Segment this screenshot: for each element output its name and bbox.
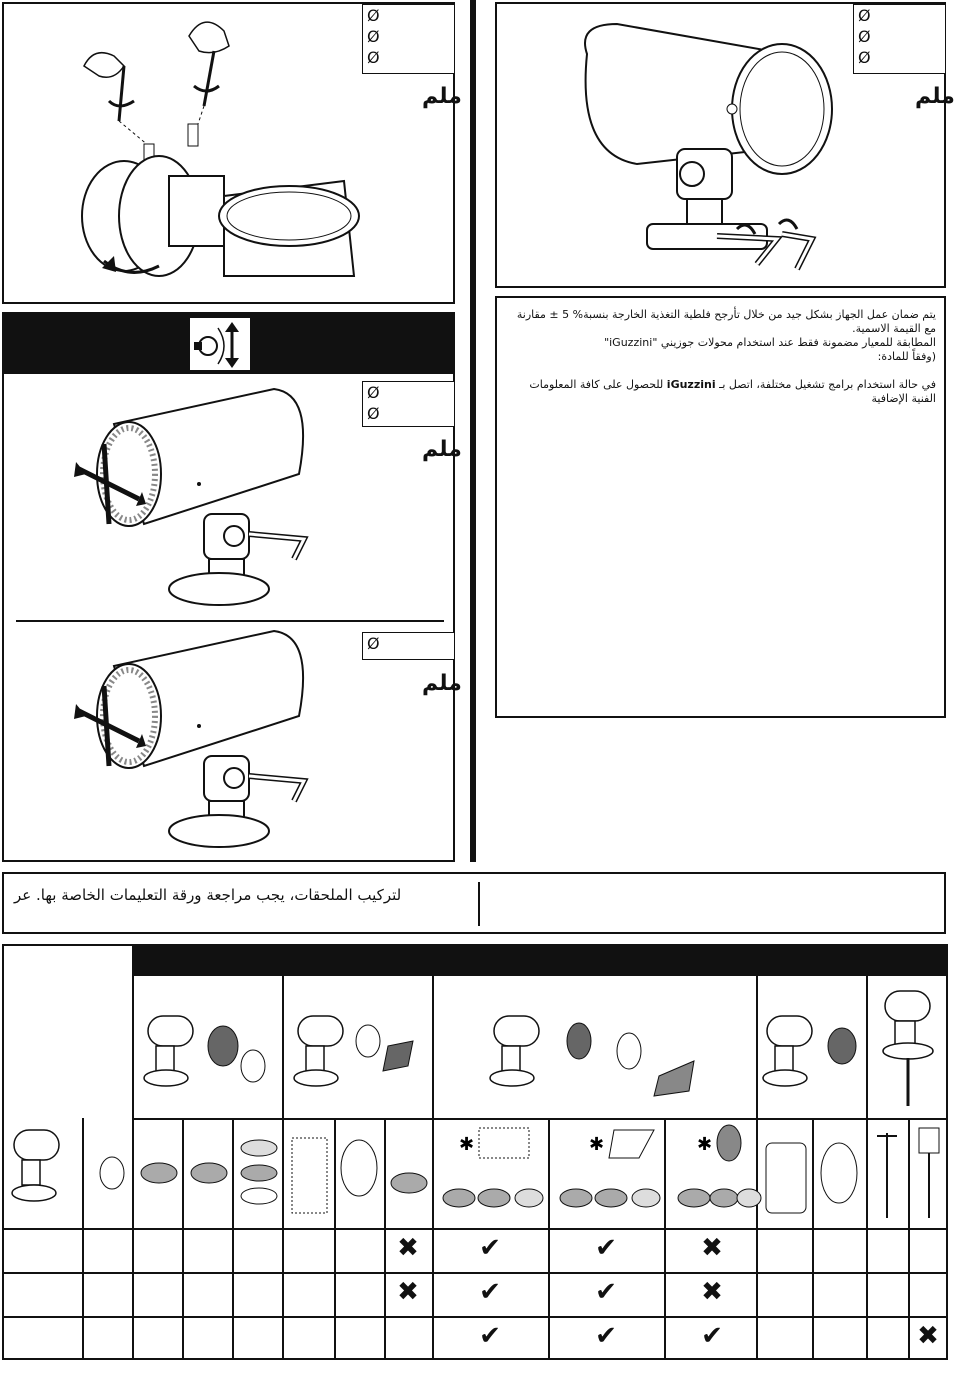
compat-mark: ✔ bbox=[479, 1321, 501, 1351]
accessory-icons-row bbox=[4, 1118, 948, 1228]
adjustment-panel bbox=[2, 312, 462, 862]
diameter-symbol: Ø bbox=[367, 634, 380, 653]
notes-text bbox=[506, 308, 936, 406]
diameter-symbol: Ø bbox=[367, 27, 380, 46]
note-line: (وفقاً للمادة: bbox=[877, 350, 936, 363]
wall-mount-illustration bbox=[44, 6, 404, 296]
brand-name: iGuzzini bbox=[666, 378, 716, 391]
compat-mark: ✔ bbox=[701, 1321, 723, 1351]
note-line: يتم ضمان عمل الجهاز بشكل جيد من خلال تأرجح فلطية التغذية الخارجة بنسبة% 5 ± مقارنة bbox=[516, 308, 936, 321]
diameter-symbol: Ø bbox=[367, 6, 380, 25]
compat-mark: ✔ bbox=[595, 1277, 617, 1307]
compat-mark: ✔ bbox=[595, 1321, 617, 1351]
compat-mark: ✔ bbox=[479, 1277, 501, 1307]
tilt-adjustment-illustration bbox=[74, 384, 394, 614]
diameter-symbol: Ø bbox=[858, 6, 871, 25]
diameter-symbol: Ø bbox=[367, 404, 380, 423]
product-group-image bbox=[484, 1006, 714, 1106]
diameter-symbol: Ø bbox=[858, 27, 871, 46]
diameter-symbol: Ø bbox=[367, 48, 380, 67]
compat-mark: ✖ bbox=[701, 1277, 723, 1307]
notice-divider bbox=[478, 882, 480, 926]
product-group-image bbox=[870, 986, 950, 1116]
compat-mark: ✔ bbox=[595, 1233, 617, 1263]
notes-panel bbox=[495, 296, 946, 718]
note-line: في حالة استخدام برامج تشغيل مختلفة، اتصل بـ iGuzzini للحصول على كافة المعلومات الفنية الإضافية bbox=[529, 378, 936, 405]
diameter-symbol: Ø bbox=[858, 48, 871, 67]
mm-label: ملم bbox=[422, 84, 462, 109]
svg-text:✱: ✱ bbox=[589, 1134, 605, 1155]
note-line: مع القيمة الاسمية. bbox=[852, 322, 936, 335]
adjustment-header bbox=[4, 314, 453, 374]
compat-mark: ✖ bbox=[701, 1233, 723, 1263]
compat-mark: ✖ bbox=[397, 1233, 419, 1263]
tilt-adjustment-illustration bbox=[74, 626, 394, 856]
note-line: المطابقة للمعيار مضمونة فقط عند استخدام محولات جوزيني "iGuzzini" bbox=[604, 336, 936, 349]
accessories-notice: لتركيب الملحقات، يجب مراجعة ورقة التعليمات الخاصة بها. عر bbox=[14, 886, 402, 904]
mm-label: ملم bbox=[915, 84, 955, 109]
table-header-band bbox=[132, 946, 948, 976]
product-group-image bbox=[762, 1006, 862, 1106]
compatibility-table bbox=[2, 944, 948, 1360]
panel-separator bbox=[16, 620, 444, 622]
svg-text:✱: ✱ bbox=[697, 1134, 713, 1155]
mm-label: ملم bbox=[422, 437, 462, 462]
compat-mark: ✖ bbox=[397, 1277, 419, 1307]
fixture-panel bbox=[495, 2, 955, 288]
mm-label: ملم bbox=[422, 671, 462, 696]
tilt-rotate-icon bbox=[190, 318, 250, 370]
compat-mark: ✖ bbox=[917, 1321, 939, 1351]
spotlight-illustration bbox=[557, 14, 877, 284]
product-group-image bbox=[288, 1006, 428, 1106]
compat-mark: ✔ bbox=[479, 1233, 501, 1263]
product-group-image bbox=[138, 1006, 278, 1106]
svg-text:✱: ✱ bbox=[459, 1134, 475, 1155]
diameter-symbol: Ø bbox=[367, 383, 380, 402]
column-divider bbox=[470, 0, 476, 862]
accessories-notice-box bbox=[2, 872, 946, 934]
installation-panel bbox=[2, 2, 462, 304]
